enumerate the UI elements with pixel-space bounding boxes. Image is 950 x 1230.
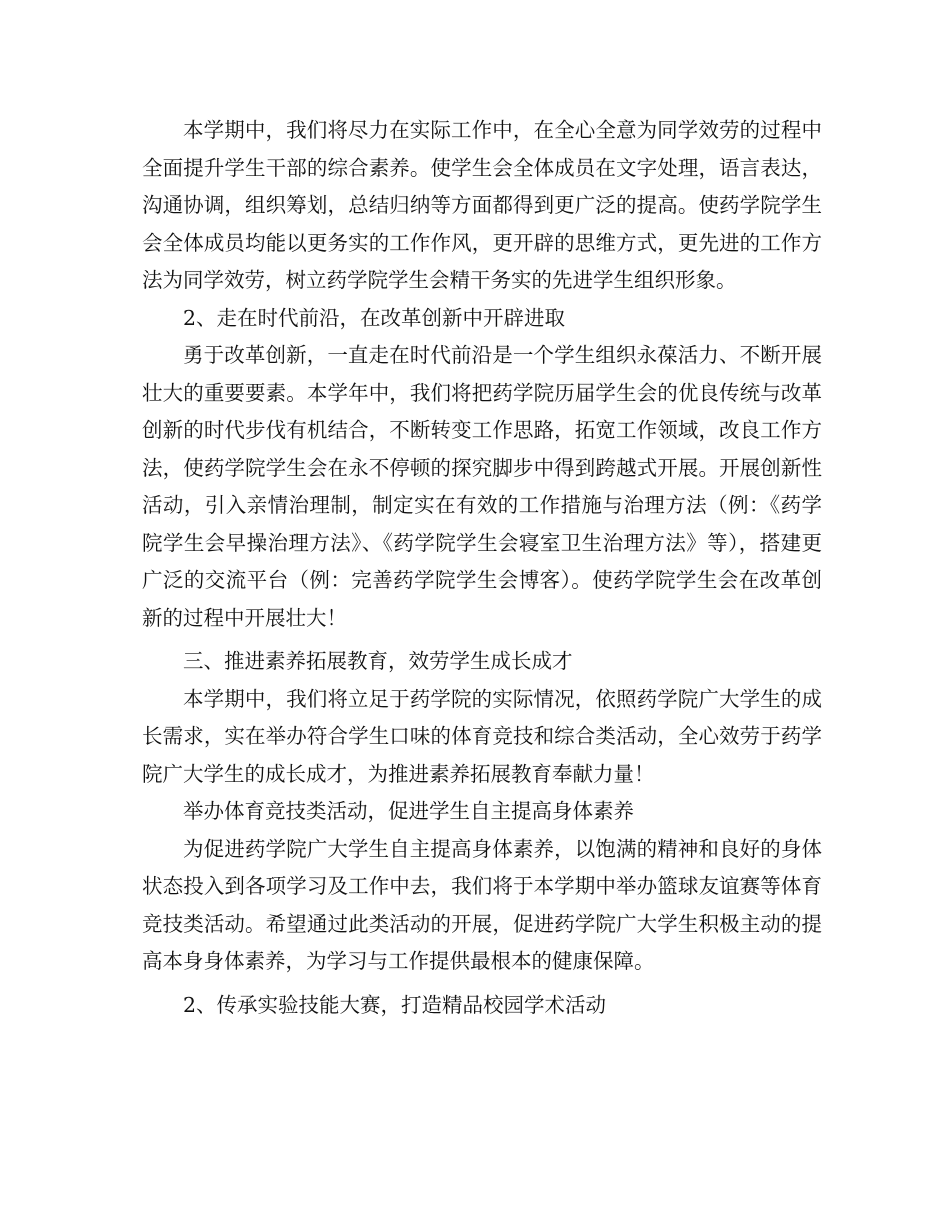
paragraph-reform-innovation: 勇于改革创新，一直走在时代前沿是一个学生组织永葆活力、不断开展壮大的重要要素。本学年中，我们将把药学院历届学生会的优良传统与改革创新的时代步伐有机结合，不断转变工作思路，拓宽工作领域，改良工作方法，使药学院学生会在永不停顿的探究脚步中得到跨越式开展。开展创新性活动，引入亲情治理制，制定实在有效的工作措施与治理方法（例：《药学院学生会早操治理方法》、《药学院学生会寝室卫生治理方法》等），搭建更广泛的交流平台（例：完善药学院学生会博客）。使药学院学生会在改革创新的过程中开展壮大！ [142, 343, 822, 630]
paragraph-student-cadre-quality: 本学期中，我们将尽力在实际工作中，在全心全意为同学效劳的过程中全面提升学生干部的综合素养。使学生会全体成员在文字处理，语言表达，沟通协调，组织筹划，总结归纳等方面都得到更广泛的提高。使药学院学生会全体成员均能以更务实的工作作风，更开辟的思维方式，更先进的工作方法为同学效劳，树立药学院学生会精干务实的先进学生组织形象。 [142, 118, 822, 292]
heading-reform-innovation: 2、走在时代前沿，在改革创新中开辟进取 [183, 305, 566, 330]
paragraph-quality-education: 本学期中，我们将立足于药学院的实际情况，依照药学院广大学生的成长需求，实在举办符合学生口味的体育竞技和综合类活动，全心效劳于药学院广大学生的成长成才，为推进素养拓展教育奉献力量！ [142, 686, 822, 786]
heading-lab-skills-contest: 2、传承实验技能大赛，打造精品校园学术活动 [183, 992, 607, 1017]
paragraph-sports-activities: 为促进药学院广大学生自主提高身体素养，以饱满的精神和良好的身体状态投入到各项学习及工作中去，我们将于本学期中举办篮球友谊赛等体育竞技类活动。希望通过此类活动的开展，促进药学院广大学生积极主动的提高本身身体素养，为学习与工作提供最根本的健康保障。 [142, 836, 822, 973]
document-page [142, 112, 822, 1024]
heading-sports-activities: 举办体育竞技类活动，促进学生自主提高身体素养 [183, 799, 634, 823]
heading-quality-education: 三、推进素养拓展教育，效劳学生成长成才 [183, 649, 573, 673]
